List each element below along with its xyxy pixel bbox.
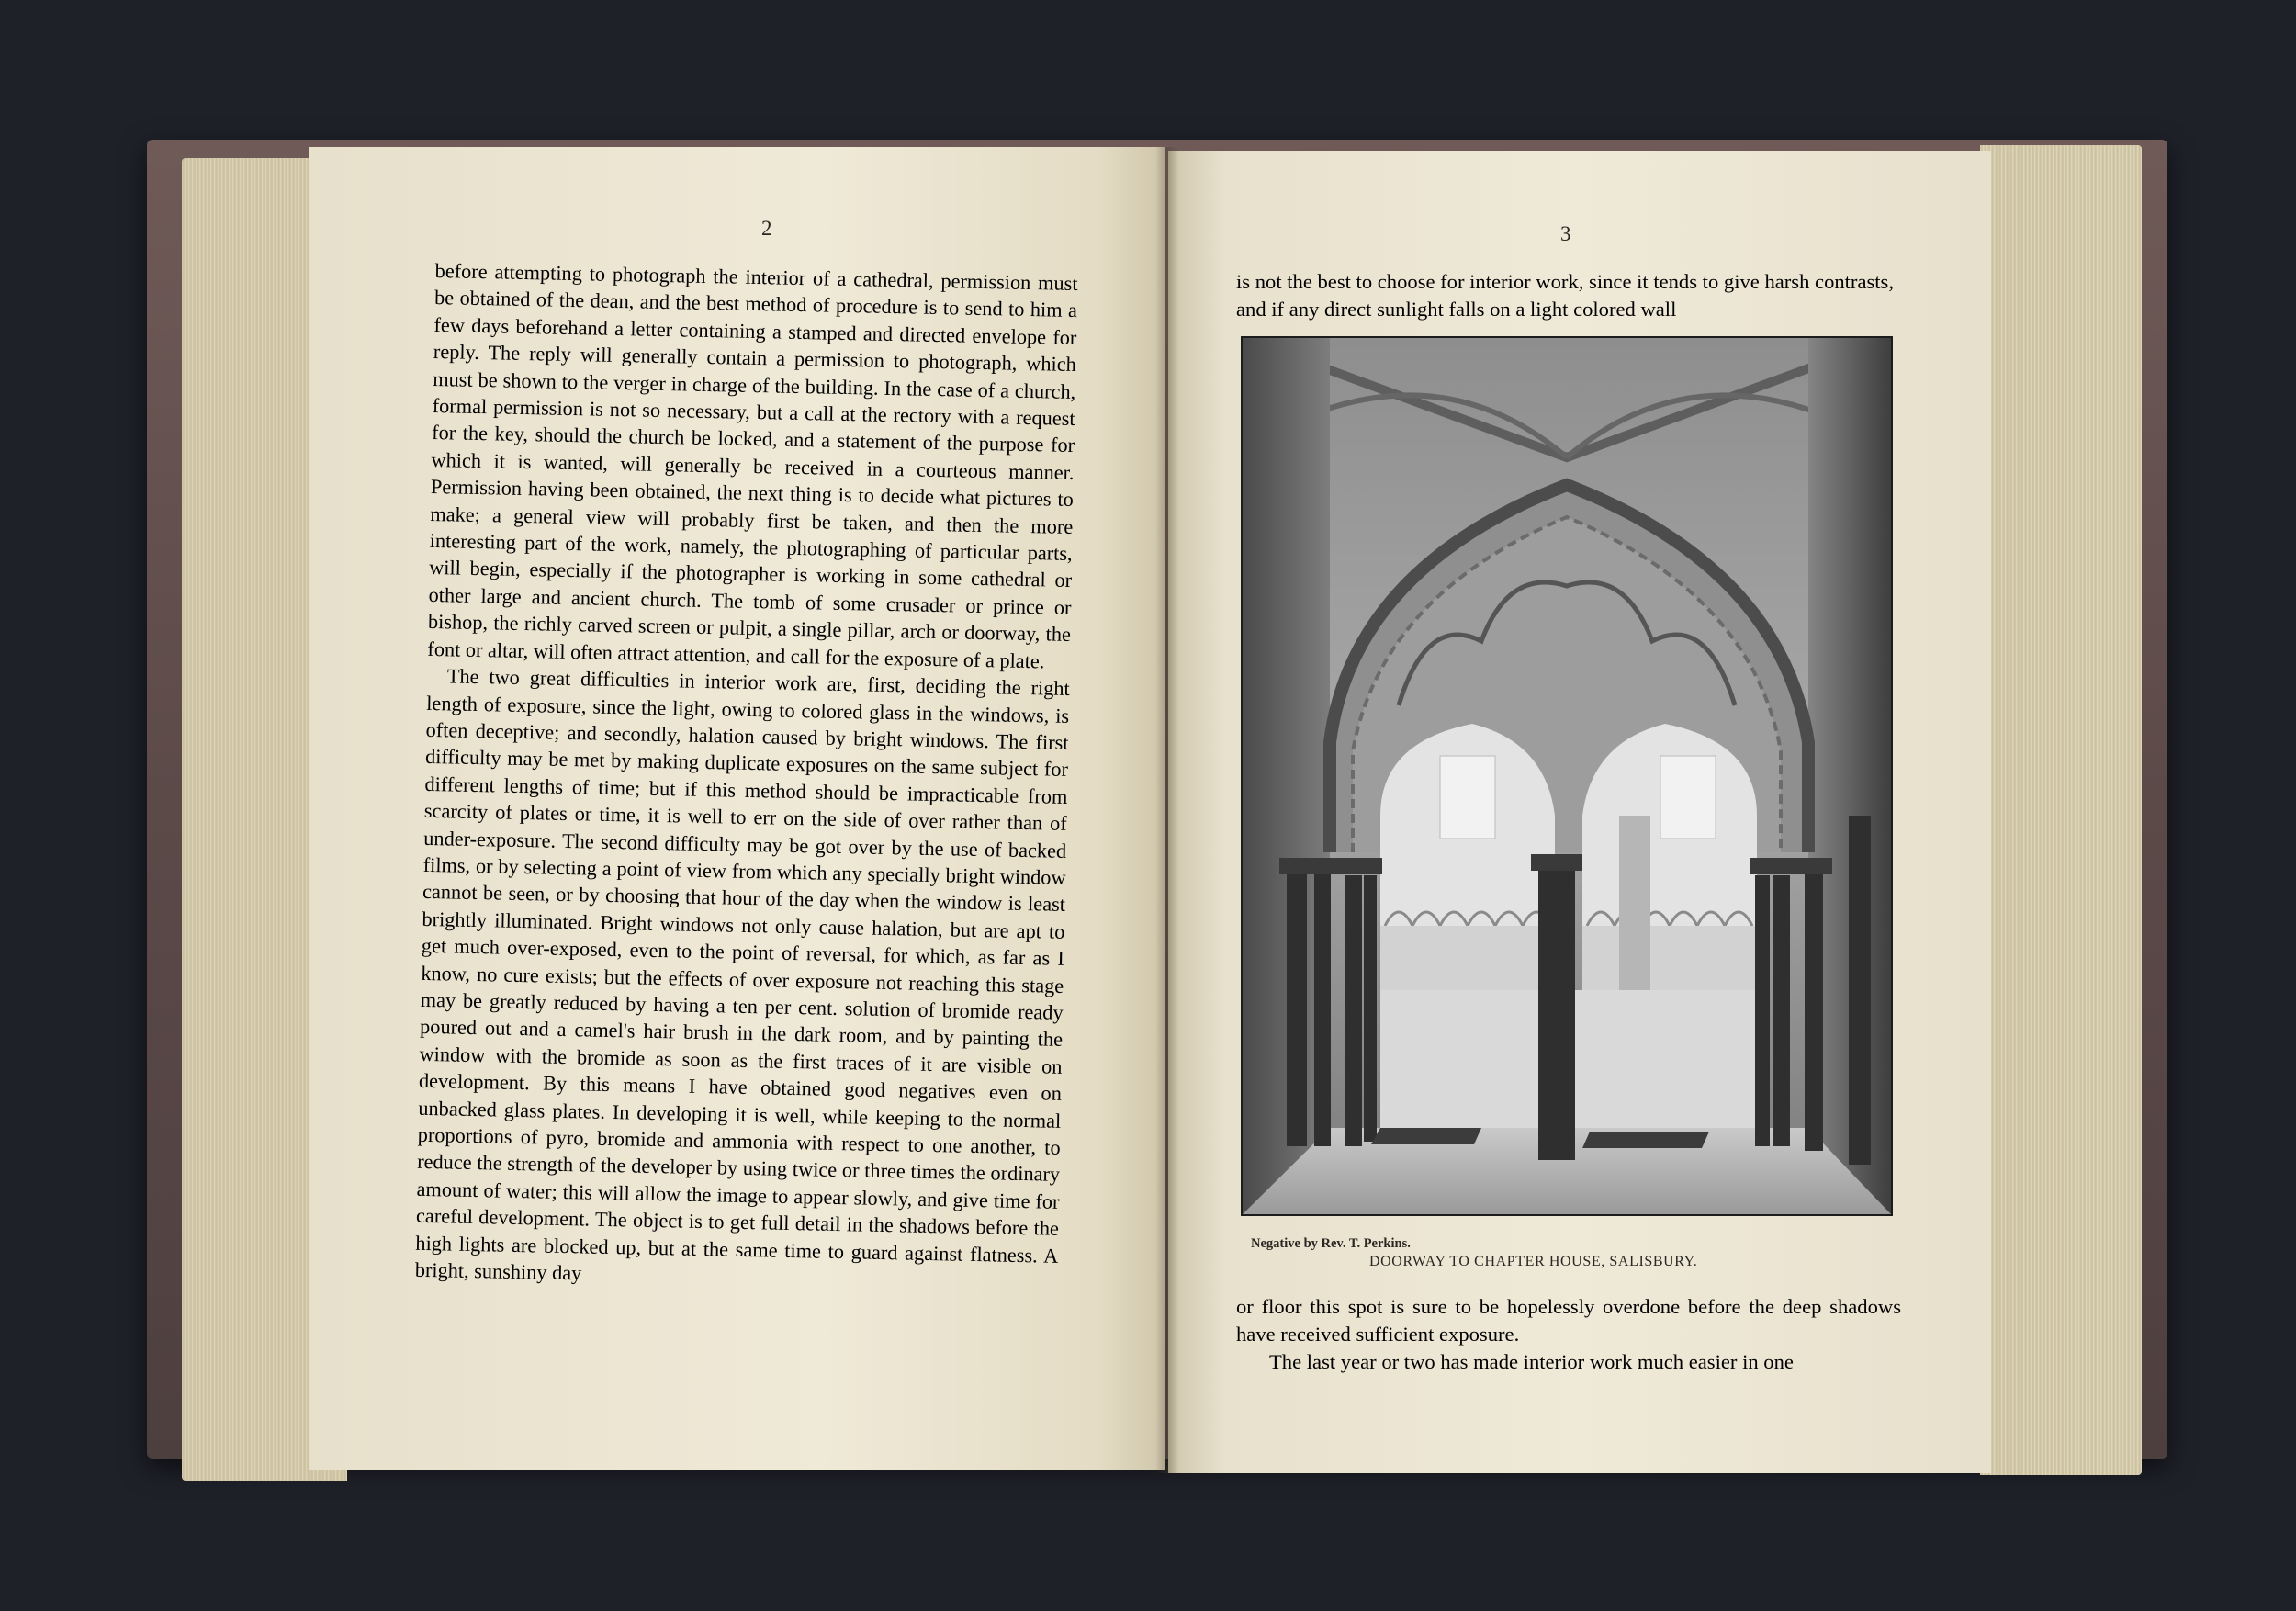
right-page-top-text: is not the best to choose for interior work, since it tends to give harsh contrasts, and if any direct sunlight falls on a light colored wall (1236, 270, 1894, 321)
right-page-bottom-text (1236, 1293, 1901, 1376)
paragraph: The two great difficulties in interior work are, first, deciding the right length of exposure, since the light, owing to colored glass in the windows, is often deceptive; and secondly, halation caused by bright windows. The first difficulty may be met by making duplicate exposures on the same subject for different lengths of time; but if this method should be impracticable from scarcity of plates or time, it is well to err on the side of over rather than of under-exposure. The second difficulty may be got over by the use of backed films, or by selecting a point of view from which any specially bright window cannot be seen, or by choosing that hour of the day when the window is least brightly illuminated. Bright windows not only cause halation, but are apt to get much over-exposed, even to the point of reversal, for which, as far as I know, no cure exists; but the effects of over exposure not reaching this stage may be greatly reduced by having a ten per cent. solution of bromide ready poured out and a camel's hair brush in the dark room, and by painting the window with the bromide as soon as the first traces of it are visible on development. By this means I have obtained good negatives even on unbacked glass plates. In developing it is well, while keeping to the normal proportions of pyro, bromide and ammonia with respect to one another, to reduce the strength of the developer by using twice or three times the ordinary amount of water; this will allow the image to appear slowly, and give time for careful development. The object is to get full detail in the shadows before the high lights are blocked up, but at the same time to guard against flatness. A bright, sunshiny day (414, 664, 1070, 1285)
page-number-right: 3 (1560, 222, 1571, 245)
photo-credit: Negative by Rev. T. Perkins. (1251, 1236, 1411, 1251)
chapter-house-photograph (1241, 336, 1893, 1216)
left-page-body (415, 257, 1078, 1296)
paragraph: before attempting to photograph the interior of a cathedral, permission must be obtained of the dean, and the best method of procedure is to send to him a few days beforehand a letter containing a stamped and directed envelope for reply. The reply will generally contain a permission to photograph, which must be shown to the verger in charge of the building. In the case of a church, formal permission is not so necessary, but a call at the rectory with a request for the key, should the church be locked, and a statement of the purpose for which it is wanted, will generally be received in a courteous manner. Permission having been obtained, the next thing is to decide what pictures to make; a general view will probably first be taken, and then the more interesting part of the work, namely, the photographing of particular parts, will begin, especially if the photographer is working in some cathedral or other large and ancient church. The tomb of some crusader or prince or bishop, the richly carved screen or pulpit, a single pillar, arch or doorway, the font or altar, will often attract attention, and call for the exposure of a plate. (427, 258, 1078, 673)
page-number-left: 2 (761, 217, 772, 240)
photo-caption: DOORWAY TO CHAPTER HOUSE, SALISBURY. (1369, 1254, 1698, 1269)
book-gutter (1155, 147, 1179, 1473)
paragraph: The last year or two has made interior work much easier in one (1269, 1350, 1794, 1373)
right-page-edges (1980, 145, 2142, 1475)
photograph-illustration (1243, 338, 1891, 1214)
paragraph: or floor this spot is sure to be hopelessly overdone before the deep shadows have received sufficient exposure. (1236, 1295, 1901, 1346)
